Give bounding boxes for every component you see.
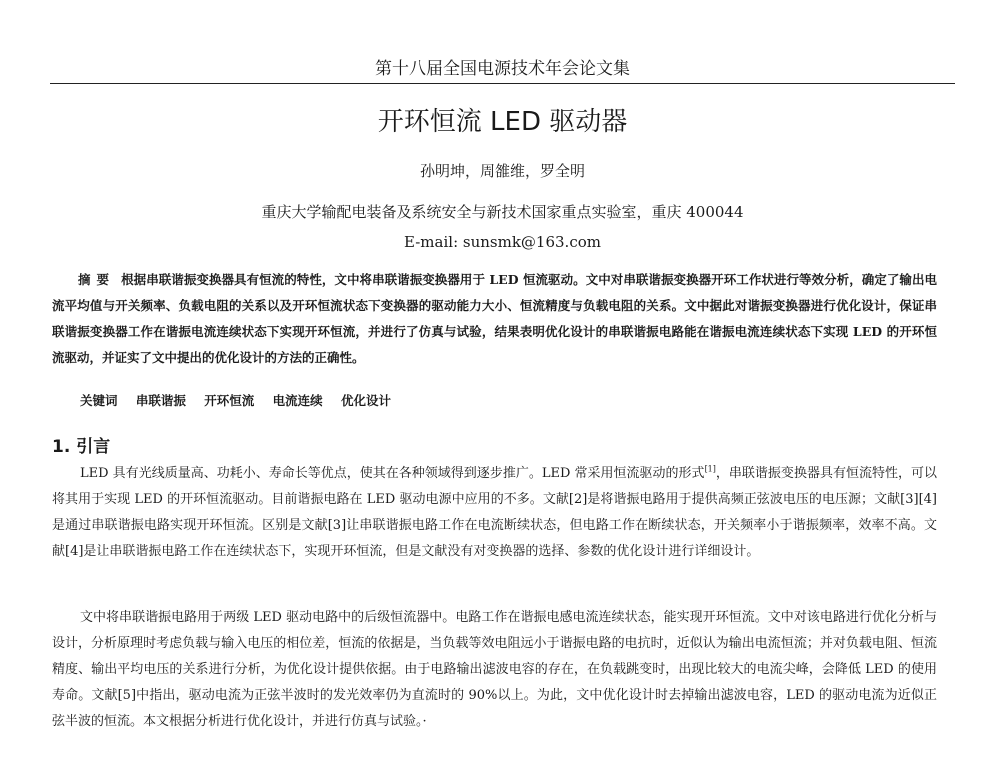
paper-title: 开环恒流 LED 驱动器	[377, 107, 628, 137]
body-paragraph-1	[52, 461, 937, 565]
keyword: 开环恒流	[204, 393, 255, 408]
abstract-label: 摘要	[78, 272, 116, 287]
citation-superscript: [1]	[704, 464, 716, 474]
author-email: E-mail: sunsmk@163.com	[404, 233, 601, 251]
paragraph-text: ，串联谐振变换器具有恒流特性，可以将其用于实现 LED 的开环恒流驱动。目前谐振电路在 LED 驱动电源中应用的不多。文献[2]是将谐振电路用于提供高频正弦波电压的电压源；文献[3][4]是通过串联谐振电路实现开环恒流。区别是文献[3]让串联谐振电路工作在电流断续状态，但电路工作在断续状态，开关频率小于谐振频率，效率不高。文献[4]是让串联谐振电路工作在连续状态下，实现开环恒流，但是文献没有对变换器的选择、参数的优化设计进行详细设计。	[52, 466, 937, 559]
keyword: 优化设计	[341, 393, 392, 408]
proceedings-header: 第十八届全国电源技术年会论文集	[375, 59, 630, 79]
paper-authors: 孙明坤，周雒维，罗全明	[419, 162, 585, 180]
keywords-label: 关键词	[80, 393, 118, 408]
body-paragraph-2: 文中将串联谐振电路用于两级 LED 驱动电路中的后级恒流器中。电路工作在谐振电感电流连续状态，能实现开环恒流。文中对该电路进行优化分析与设计，分析原理时考虑负载与输入电压的相位差，恒流的依据是，当负载等效电阻远小于谐振电路的电抗时，近似认为输出电流恒流；并对负载电阻、恒流精度、输出平均电压的关系进行分析，为优化设计提供依据。由于电路输出滤波电容的存在，在负载跳变时，出现比较大的电流尖峰，会降低 LED 的使用寿命。文献[5]中指出，驱动电流为正弦半波时的发光效率仍为直流时的 90%以上。为此，文中优化设计时去掉输出滤波电容，LED 的驱动电流为近似正弦半波的恒流。本文根据分析进行优化设计，并进行仿真与试验。·	[52, 610, 937, 729]
keywords	[80, 390, 391, 412]
paragraph-text: LED 具有光线质量高、功耗小、寿命长等优点，使其在各种领域得到逐步推广。LED 常采用恒流驱动的形式	[80, 466, 705, 481]
section-heading: 1. 引言	[52, 437, 111, 457]
abstract-text: 根据串联谐振变换器具有恒流的特性，文中将串联谐振变换器用于 LED 恒流驱动。文中对串联谐振变换器开环工作状进行等效分析，确定了输出电流平均值与开关频率、负载电阻的关系以及开环恒流状态下变换器的驱动能力大小、恒流精度与负载电阻的关系。文中据此对谐振变换器进行优化设计，保证串联谐振变换器工作在谐振电流连续状态下实现开环恒流，并进行了仿真与试验，结果表明优化设计的串联谐振电路能在谐振电流连续状态下实现 LED 的开环恒流驱动，并证实了文中提出的优化设计的方法的正确性。	[52, 272, 937, 365]
abstract	[52, 267, 937, 371]
keyword: 串联谐振	[135, 393, 186, 408]
paper-affiliation: 重庆大学输配电装备及系统安全与新技术国家重点实验室，重庆 400044	[261, 203, 744, 221]
keyword: 电流连续	[272, 393, 323, 408]
header-rule	[50, 83, 955, 84]
